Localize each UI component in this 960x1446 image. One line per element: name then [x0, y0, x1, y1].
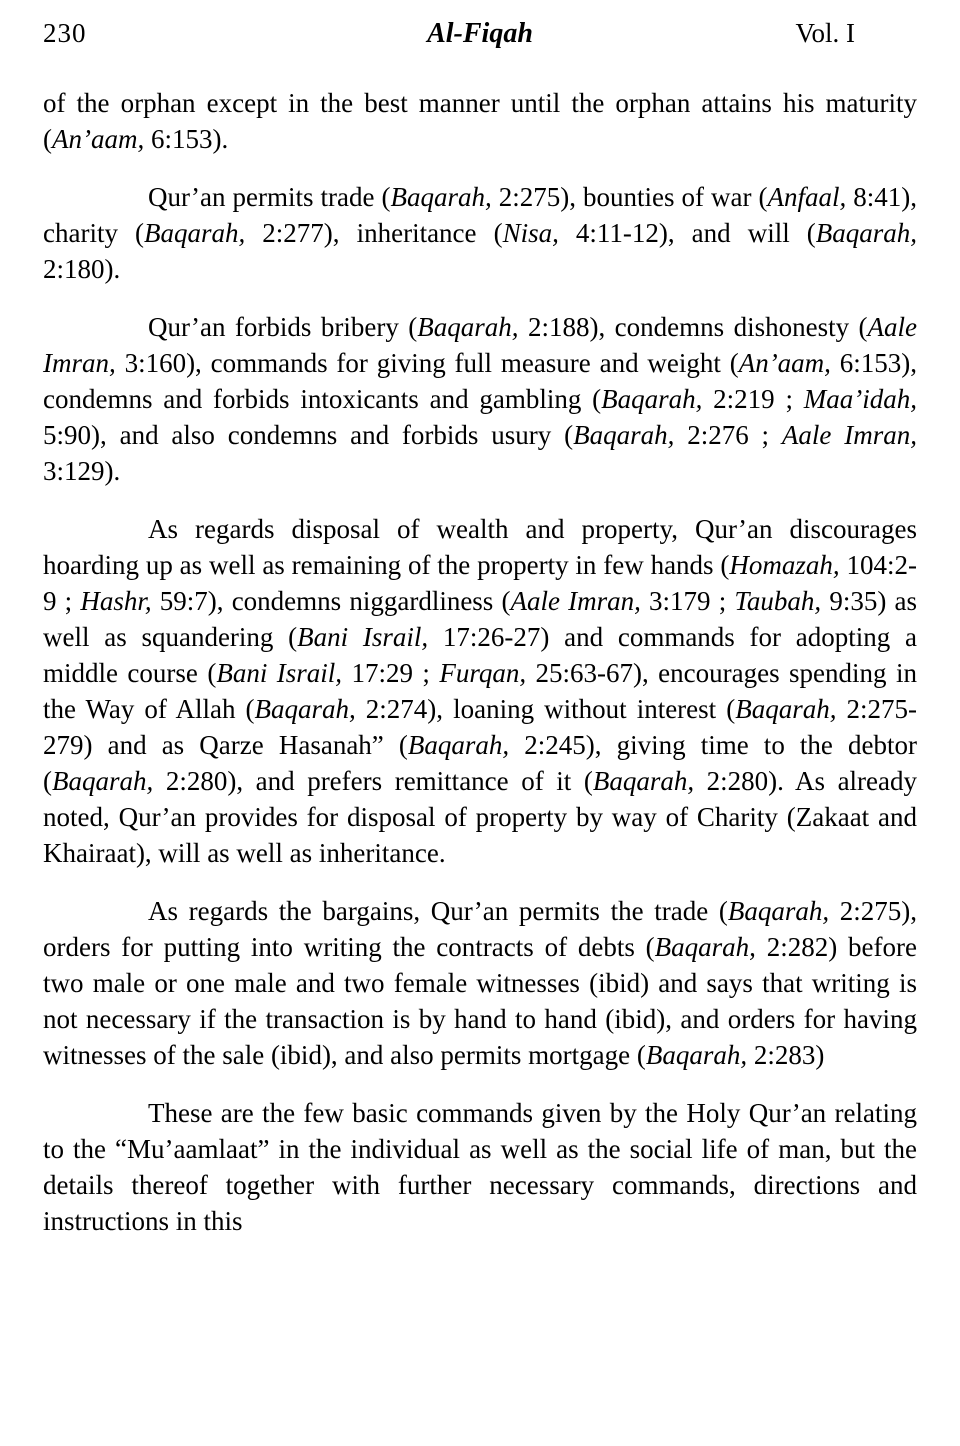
italic-run: Baqarah,: [407, 730, 510, 760]
italic-run: Aale Imran,: [781, 420, 917, 450]
text-run: 2:245), giving time to the debtor (: [43, 730, 917, 796]
paragraph-2: [43, 179, 917, 287]
paragraph-3: [43, 309, 917, 489]
text-run: 2:180).: [43, 254, 121, 284]
text-run: 6:153).: [144, 124, 229, 154]
italic-run: Baqarah,: [144, 218, 246, 248]
text-run: Qur’an forbids bribery (: [148, 312, 418, 342]
text-run: 2:275), bounties of war (: [491, 182, 768, 212]
text-run: 2:275), orders for putting into writing the contracts of debts (: [43, 896, 917, 962]
italic-run: Homazah,: [729, 550, 840, 580]
paragraph-6: [43, 1095, 917, 1239]
paragraph-1: [43, 85, 917, 157]
text-run: 3:160), commands for giving full measure and weight (: [115, 348, 739, 378]
italic-run: Aale Imran,: [43, 312, 917, 378]
text-run: 6:153), condemns and forbids intoxicants and gambling (: [43, 348, 917, 414]
book-title: Al-Fiqah: [427, 18, 533, 49]
italic-run: Baqarah,: [254, 694, 356, 724]
text-run: 17:29 ;: [342, 658, 440, 688]
italic-run: Bani Israil,: [216, 658, 343, 688]
text-run: 4:11-12), and will (: [558, 218, 816, 248]
italic-run: Baqarah,: [592, 766, 695, 796]
volume-label: Vol. I: [795, 18, 855, 48]
italic-run: Anfaal,: [767, 182, 847, 212]
text-run: 2:283): [747, 1040, 825, 1070]
text-run: 5:90), and also condemns and forbids usury (: [43, 420, 574, 450]
paragraph-5: [43, 893, 917, 1073]
text-run: 59:7), condemns niggardliness (: [151, 586, 511, 616]
text-run: 2:275-279) and as Qarze Hasanah” (: [43, 694, 917, 760]
italic-run: An’aam,: [52, 124, 145, 154]
text-run: 2:282) before two male or one male and two female witnesses (ibid) and says that writing is not necessary if the transaction is by hand to hand (ibid), and orders for having witnesses of the sale (ibid), and also permits mortgage (: [43, 932, 917, 1070]
text-run: 3:179 ;: [640, 586, 735, 616]
italic-run: Baqarah,: [390, 182, 492, 212]
italic-run: Baqarah,: [601, 384, 703, 414]
italic-run: Baqarah,: [645, 1040, 748, 1070]
text-run: 25:63-67), encourages spending in the Way of Allah (: [43, 658, 917, 724]
text-run: 2:219 ;: [702, 384, 804, 414]
text-run: of the orphan except in the best manner until the orphan attains his maturity (: [43, 88, 917, 154]
text-run: As regards the bargains, Qur’an permits the trade (: [148, 896, 728, 926]
italic-run: An’aam,: [738, 348, 831, 378]
text-run: 17:26-27) and commands for adopting a middle course (: [43, 622, 917, 688]
text-run: 104:2-9 ;: [43, 550, 918, 616]
italic-run: Nisa,: [502, 218, 559, 248]
text-run: 2:274), loaning without interest (: [355, 694, 736, 724]
italic-run: Maa’idah,: [803, 384, 917, 414]
italic-run: Baqarah,: [52, 766, 154, 796]
text-run: As regards disposal of wealth and property, Qur’an discourages hoarding up as well as remaining of the property in few hands (: [43, 514, 917, 580]
text-run: These are the few basic commands given by the Holy Qur’an relating to the “Mu’aamlaat” in the individual as well as the social life of man, but the details thereof together with further necessary commands, directions and instructions in this: [43, 1098, 917, 1236]
italic-run: Hashr,: [80, 586, 152, 616]
italic-run: Bani Israil,: [297, 622, 429, 652]
italic-run: Furqan,: [439, 658, 527, 688]
text-run: 2:277), inheritance (: [245, 218, 503, 248]
italic-run: Baqarah,: [815, 218, 917, 248]
text-run: 8:41), charity (: [43, 182, 917, 248]
italic-run: Baqarah,: [417, 312, 519, 342]
italic-run: Taubah,: [734, 586, 822, 616]
text-run: 2:188), condemns dishonesty (: [518, 312, 868, 342]
text-run: 2:280). As already noted, Qur’an provides for disposal of property by way of Charity (Zakaat and Khairaat), will as well as inheritance.: [43, 766, 918, 868]
text-run: 3:129).: [43, 456, 121, 486]
text-run: 2:276 ;: [674, 420, 782, 450]
italic-run: Baqarah,: [727, 896, 830, 926]
text-run: 9:35) as well as squandering (: [43, 586, 917, 652]
italic-run: Baqarah,: [573, 420, 675, 450]
italic-run: Baqarah,: [735, 694, 837, 724]
page-number: 230: [43, 18, 87, 48]
text-run: Qur’an permits trade (: [148, 182, 391, 212]
page-body: [43, 85, 917, 1239]
paragraph-4: [43, 511, 917, 871]
page-header: [43, 16, 917, 51]
italic-run: Baqarah,: [654, 932, 756, 962]
text-run: 2:280), and prefers remittance of it (: [153, 766, 593, 796]
italic-run: Aale Imran,: [510, 586, 641, 616]
